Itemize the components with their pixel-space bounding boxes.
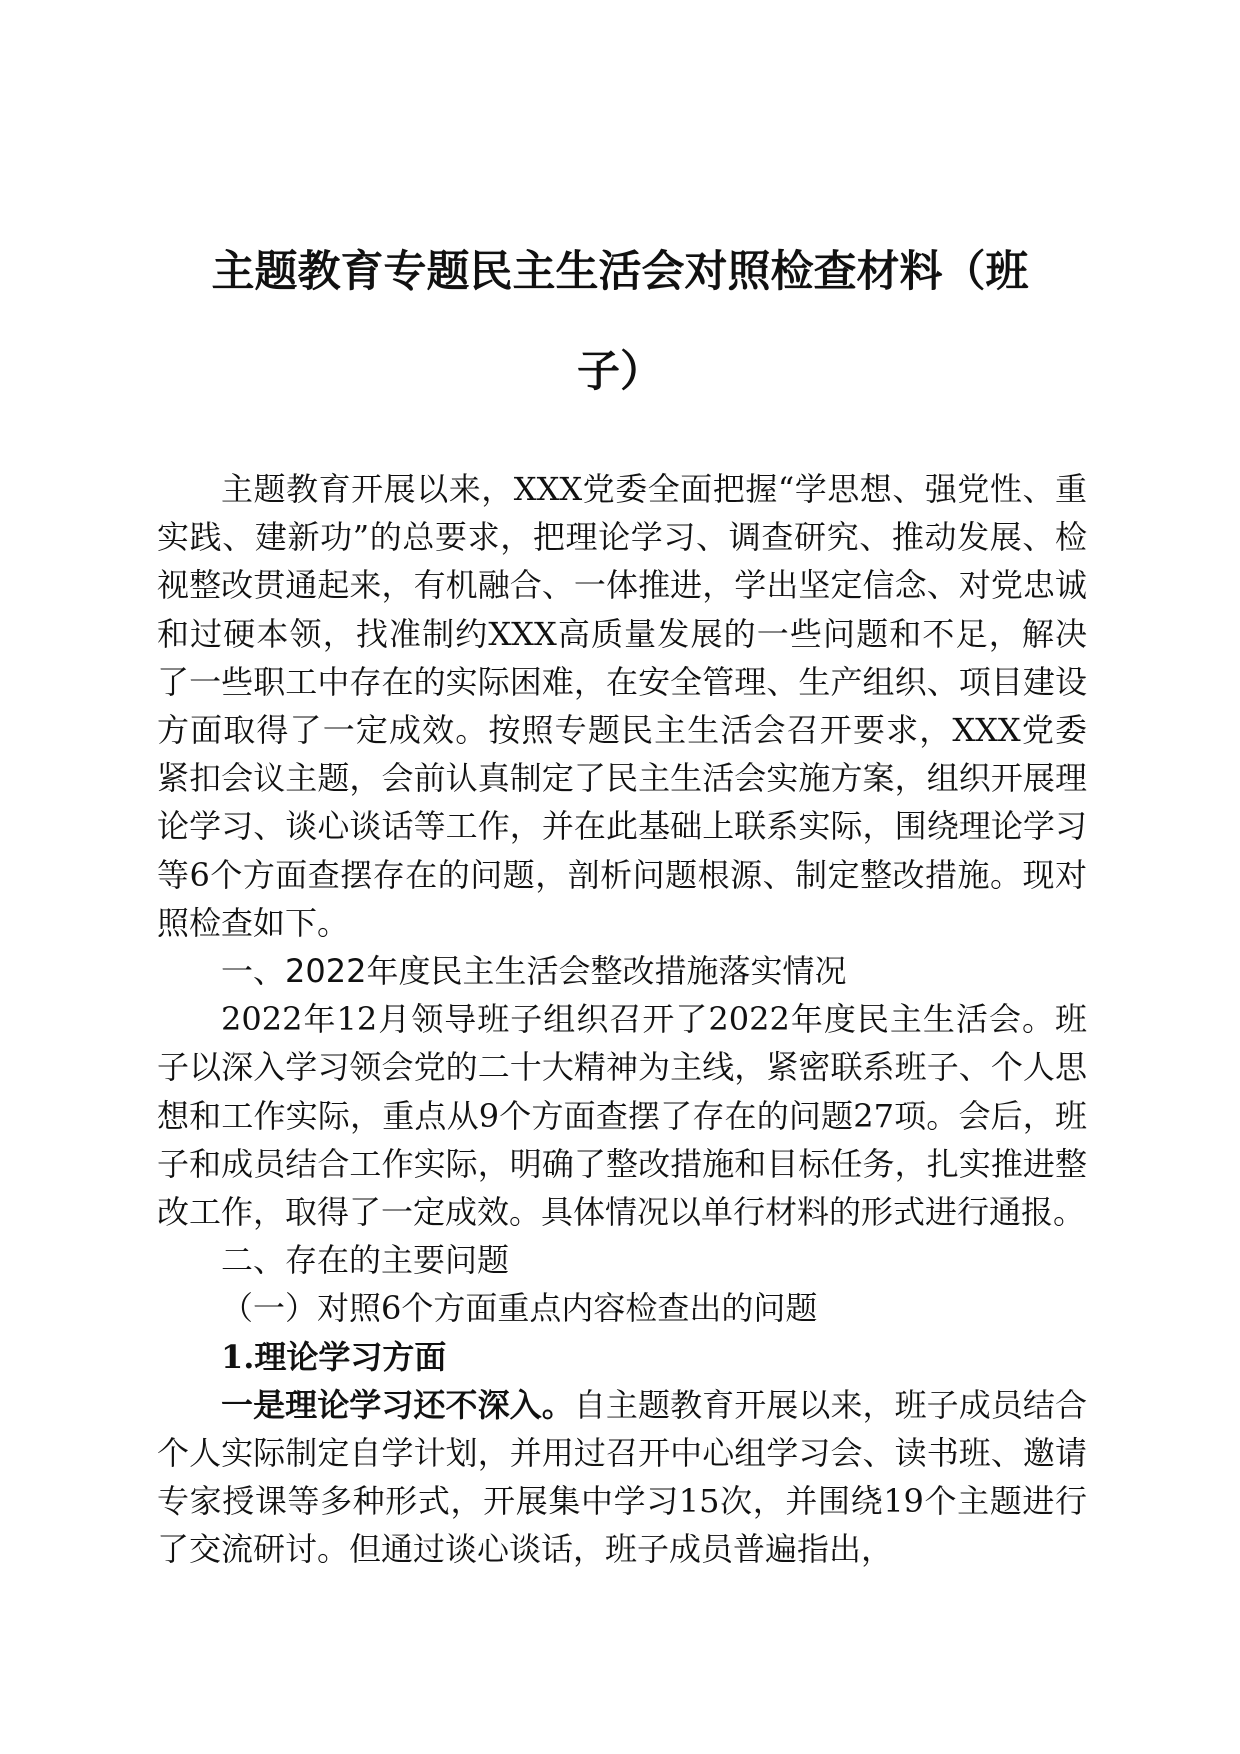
- point-1-text: 自主题教育开展以来，班子成员结合个人实际制定自学计划，并用过召开中心组学习会、读书班、邀请专家授课等多种形式，开展集中学习15次，并围绕19个主题进行了交流研讨。但通过谈心谈话，班子成员普遍指出，: [157, 1385, 1087, 1569]
- document-title: [150, 222, 1090, 422]
- item-1-heading: 1.理论学习方面: [221, 1337, 447, 1376]
- section-1-heading: 一、2022年度民主生活会整改措施落实情况: [221, 952, 847, 991]
- document-body: [157, 465, 1087, 1574]
- intro-paragraph: 主题教育开展以来，XXX党委全面把握“学思想、强党性、重实践、建新功”的总要求，把理论学习、调查研究、推动发展、检视整改贯通起来，有机融合、一体推进，学出坚定信念、对党忠诚和过硬本领，找准制约XXX高质量发展的一些问题和不足，解决了一些职工中存在的实际困难，在安全管理、生产组织、项目建设方面取得了一定成效。按照专题民主生活会召开要求，XXX党委紧扣会议主题，会前认真制定了民主生活会实施方案，组织开展理论学习、谈心谈话等工作，并在此基础上联系实际，围绕理论学习等6个方面查摆存在的问题，剖析问题根源、制定整改措施。现对照检查如下。: [157, 470, 1087, 942]
- point-1-lead: 一是理论学习还不深入。: [221, 1385, 574, 1424]
- point-1-paragraph: [157, 1381, 1087, 1574]
- section-1-paragraph: 2022年12月领导班子组织召开了2022年度民主生活会。班子以深入学习领会党的二十大精神为主线，紧密联系班子、个人思想和工作实际，重点从9个方面查摆了存在的问题27项。会后，班子和成员结合工作实际，明确了整改措施和目标任务，扎实推进整改工作，取得了一定成效。具体情况以单行材料的形式进行通报。: [157, 1000, 1087, 1232]
- subsection-1-heading: （一）对照6个方面重点内容检查出的问题: [221, 1289, 818, 1328]
- section-2-heading: 二、存在的主要问题: [221, 1241, 510, 1280]
- document-title-line-2: 子）: [577, 347, 663, 397]
- document-title-line-1: 主题教育专题民主生活会对照检查材料（班: [211, 247, 1029, 297]
